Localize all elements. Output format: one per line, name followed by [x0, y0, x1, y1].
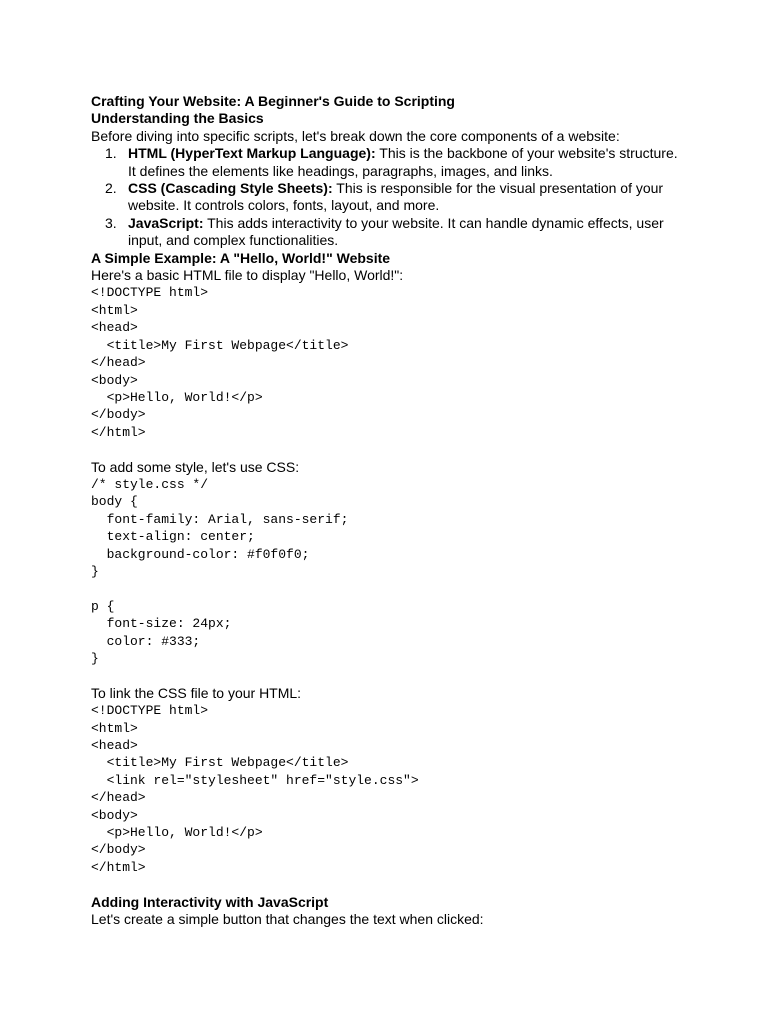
list-item-first-line: [128, 180, 691, 197]
code-block-html: <!DOCTYPE html> <html> <head> <title>My First Webpage</title> </head> <body> <p>Hello, World!</p> </body> </html>: [91, 285, 349, 440]
list-item-text-continued: website. It controls colors, fonts, layout, and more.: [128, 197, 440, 214]
list-item-text: This is responsible for the visual presentation of your: [332, 180, 664, 197]
document-page: [91, 93, 691, 928]
paragraph-spacer: [91, 876, 691, 893]
list-item-text-continued: It defines the elements like headings, paragraphs, images, and links.: [128, 162, 553, 179]
code-block-linked-html: <!DOCTYPE html> <html> <head> <title>My First Webpage</title> <link rel="stylesheet" href="style.css"> </head> <body> <p>Hello, World!</p> </body> </html>: [91, 703, 419, 875]
list-item-term: CSS (Cascading Style Sheets):: [128, 180, 333, 197]
section-heading-basics: Understanding the Basics: [91, 110, 264, 127]
paragraph-spacer: [91, 441, 691, 458]
list-item-number: 2.: [105, 180, 117, 197]
components-list: [91, 145, 691, 249]
link-intro: To link the CSS file to your HTML:: [91, 684, 302, 701]
list-item-text: This adds interactivity to your website. It can handle dynamic effects, user: [203, 214, 664, 231]
section-heading-example: A Simple Example: A "Hello, World!" Website: [91, 249, 391, 266]
list-item-number: 3.: [105, 214, 117, 231]
section-intro-example: Here's a basic HTML file to display "Hello, World!":: [91, 267, 404, 284]
list-item-term: HTML (HyperText Markup Language):: [128, 145, 376, 162]
css-intro: To add some style, let's use CSS:: [91, 458, 300, 475]
section-intro-basics: Before diving into specific scripts, let's break down the core components of a website:: [91, 127, 620, 144]
list-item: [91, 180, 691, 215]
list-item-text-continued: input, and complex functionalities.: [128, 232, 339, 249]
list-item-first-line: [128, 215, 691, 232]
list-item-number: 1.: [105, 145, 117, 162]
list-item: [91, 145, 691, 180]
code-block-css: /* style.css */ body { font-family: Arial, sans-serif; text-align: center; background-color: #f0f0f0; } p { font-size: 24px; color: #333; }: [91, 476, 349, 666]
document-title: Crafting Your Website: A Beginner's Guide to Scripting: [91, 93, 455, 109]
list-item-term: JavaScript:: [128, 214, 204, 231]
section-intro-javascript: Let's create a simple button that changes the text when clicked:: [91, 911, 484, 928]
list-item-text: This is the backbone of your website's structure.: [375, 145, 678, 162]
section-heading-javascript: Adding Interactivity with JavaScript: [91, 893, 329, 910]
paragraph-spacer: [91, 667, 691, 684]
list-item-first-line: [128, 145, 691, 162]
list-item: [91, 215, 691, 250]
